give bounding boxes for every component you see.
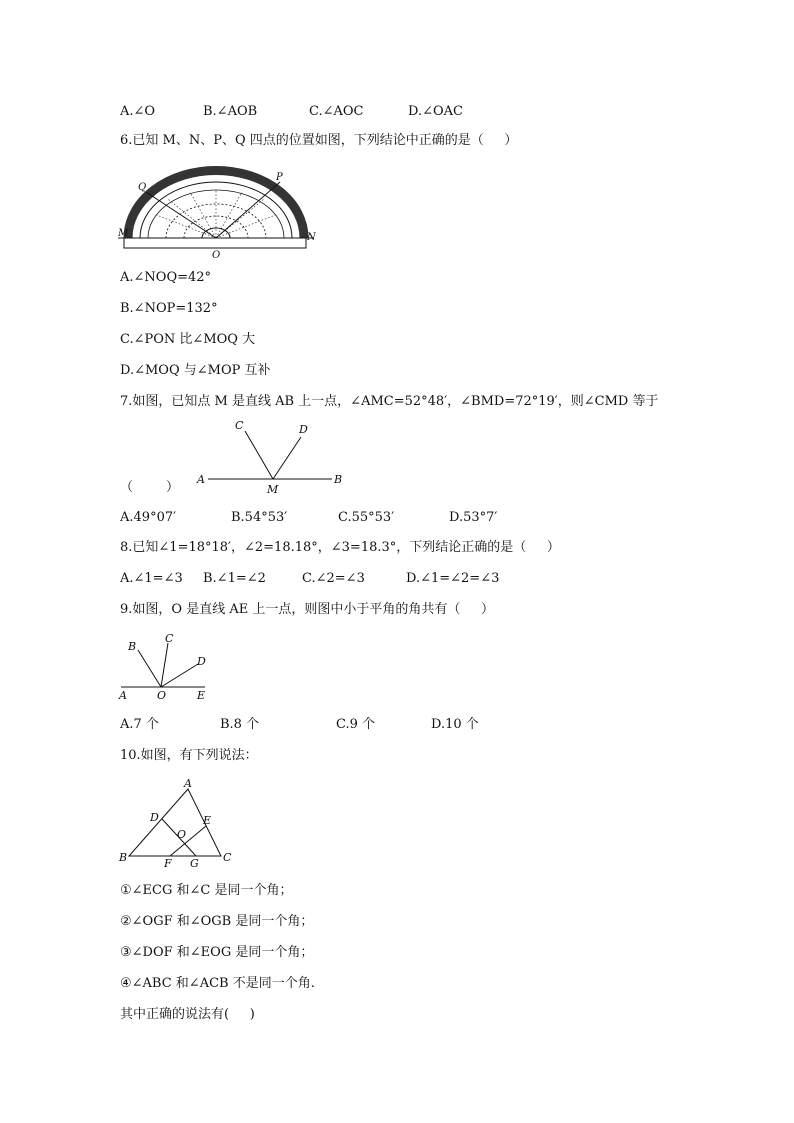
- q5-option-d: D.∠OAC: [408, 104, 463, 119]
- q10-label-g: G: [190, 857, 199, 870]
- q9-stem: 9.如图，O 是直线 AE 上一点，则图中小于平角的角共有（ ）: [120, 602, 494, 617]
- q10-statement-3: ③∠DOF 和∠EOG 是同一个角；: [120, 945, 314, 960]
- q5-option-b: B.∠AOB: [203, 104, 258, 119]
- q10-label-o: O: [177, 828, 187, 841]
- q6-label-m: M: [118, 228, 129, 239]
- q7-label-c: C: [235, 419, 244, 432]
- q6-label-q: Q: [138, 182, 147, 193]
- q6-option-a: A.∠NOQ=42°: [120, 270, 212, 285]
- q8-option-b: B.∠1=∠2: [203, 571, 266, 586]
- q7-option-b: B.54°53′: [231, 510, 288, 525]
- q6-label-o: O: [212, 250, 221, 261]
- q7-option-a: A.49°07′: [120, 510, 177, 525]
- q6-protractor-figure: [118, 168, 318, 260]
- q10-label-a: A: [184, 777, 192, 790]
- q7-option-d: D.53°7′: [449, 510, 498, 525]
- q6-option-d: D.∠MOQ 与∠MOP 互补: [120, 363, 271, 378]
- q8-option-c: C.∠2=∠3: [302, 571, 365, 586]
- q9-figure: [117, 632, 212, 704]
- q10-label-e: E: [203, 814, 212, 827]
- q9-option-b: B.8 个: [220, 717, 260, 732]
- q9-label-b: B: [128, 640, 137, 653]
- q10-figure: [117, 776, 233, 870]
- q10-statement-1: ①∠ECG 和∠C 是同一个角；: [120, 883, 293, 898]
- q7-figure: [195, 417, 350, 497]
- q6-label-p: P: [276, 172, 283, 183]
- q8-stem: 8.已知∠1=18°18′，∠2=18.18°，∠3=18.3°，下列结论正确的是（ ）: [120, 540, 560, 555]
- q5-option-a: A.∠O: [120, 104, 156, 119]
- q7-label-b: B: [334, 473, 343, 486]
- q6-option-b: B.∠NOP=132°: [120, 301, 218, 316]
- q7-stem: 7.如图，已知点 M 是直线 AB 上一点，∠AMC=52°48′，∠BMD=72°19′，则∠CMD 等于: [120, 394, 659, 409]
- q9-label-e: E: [197, 689, 206, 702]
- q6-option-c: C.∠PON 比∠MOQ 大: [120, 332, 256, 347]
- q5-option-c: C.∠AOC: [309, 104, 364, 119]
- q10-stem: 10.如图，有下列说法：: [120, 748, 258, 763]
- q7-label-a: A: [197, 473, 205, 486]
- q7-option-c: C.55°53′: [338, 510, 395, 525]
- q6-label-n: N: [307, 232, 316, 243]
- q9-option-c: C.9 个: [336, 717, 376, 732]
- q7-label-m: M: [267, 483, 279, 496]
- q9-option-a: A.7 个: [120, 717, 159, 732]
- q7-answer-paren: （ ）: [120, 480, 180, 495]
- q10-statement-4: ④∠ABC 和∠ACB 不是同一个角.: [120, 976, 315, 991]
- q9-label-o: O: [157, 689, 167, 702]
- q7-label-d: D: [299, 423, 308, 436]
- q9-label-a: A: [119, 689, 127, 702]
- q9-label-d: D: [197, 655, 206, 668]
- q6-stem: 6.已知 M、N、P、Q 四点的位置如图，下列结论中正确的是（ ）: [120, 133, 518, 148]
- q10-label-c: C: [223, 851, 232, 864]
- q10-label-d: D: [150, 811, 159, 824]
- q10-statement-2: ②∠OGF 和∠OGB 是同一个角；: [120, 914, 314, 929]
- q8-option-d: D.∠1=∠2=∠3: [406, 571, 500, 586]
- q9-option-d: D.10 个: [431, 717, 479, 732]
- q10-label-b: B: [119, 851, 128, 864]
- q10-closing: 其中正确的说法有( ): [120, 1007, 255, 1022]
- q8-option-a: A.∠1=∠3: [120, 571, 183, 586]
- q10-label-f: F: [164, 857, 172, 870]
- q9-label-c: C: [165, 632, 174, 645]
